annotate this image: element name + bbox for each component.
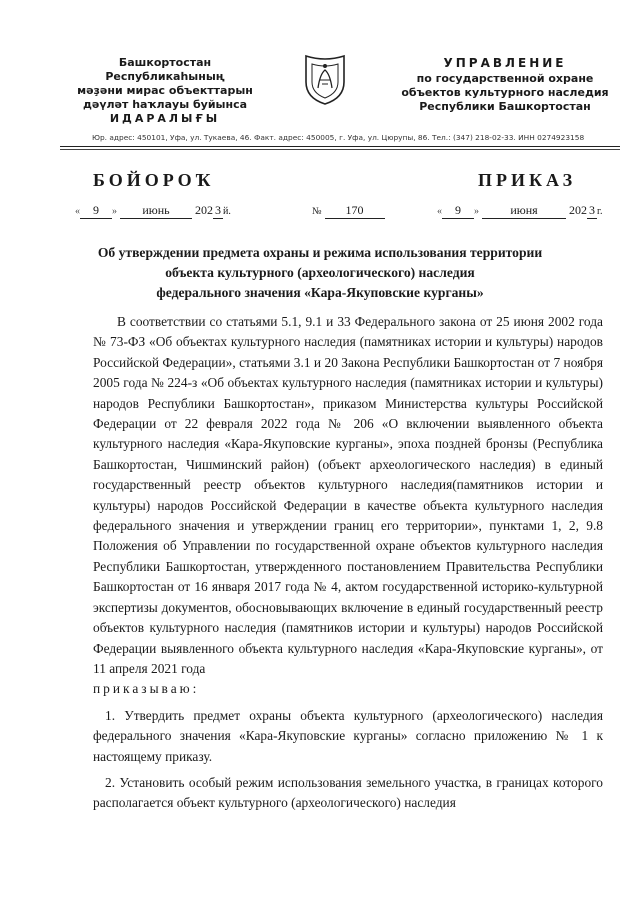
date-left-year-prefix: 202 — [195, 203, 213, 217]
header-right-line-3: Республики Башкортостан — [419, 100, 591, 113]
order-number-value: 170 — [325, 203, 385, 219]
order-number — [312, 203, 385, 219]
document-title — [60, 243, 580, 303]
date-left-suffix: й. — [223, 206, 231, 217]
date-right-year-digit: 3 — [589, 203, 595, 217]
date-left-month: июнь — [120, 203, 192, 219]
date-right-month: июня — [482, 203, 566, 219]
header-divider — [60, 146, 620, 147]
body-item-2: 2. Установить особый режим использования земельного участка, в границах которого располагается объект культурного (археологического) наследия — [93, 774, 603, 811]
header-divider-thin — [60, 149, 620, 150]
document-body — [93, 312, 603, 814]
body-paragraph-1: В соответствии со статьями 5.1, 9.1 и 33 Федерального закона от 25 июня 2002 года № 73-ФЗ «Об объектах культурного наследия (памятниках истории и культуры) народов Российской Федерации», статьями 3.1 и 20 Закона Республики Башкортостан от 7 ноября 2005 года № 224-з «Об объектах культурного наследия (памятниках истории и культуры) народов Республики Башкортостан», приказом Министерства культуры Российской Федерации от 22 февраля 2022 года № 206 «О включении выявленного объекта культурного наследия «Кара-Якуповские курганы», эпоха поздней бронзы (Республика Башкортостан, Чишминский район) (объект археологического наследия) в единый государственный реестр объектов культурного наследия(памятников истории и культуры) народов Российской Федерации в качестве объекта культурного наследия федерального значения и утверждении границ его территории», пунктами 1, 2, 9.8 Положения об Управлении по государственной охране объектов культурного наследия Республики Башкортостан, утвержденного постановлением Правительства Республики Башкортостан от 16 января 2017 года № 4, актом государственной историко-культурной экспертизы документов, обосновывающих включение в единый государственный реестр объектов культурного наследия (памятников истории и культуры) народов Российской Федерации выявленного объекта культурного наследия «Кара-Якуповские курганы», от 11 апреля 2021 года — [93, 314, 603, 676]
title-line-3: федерального значения «Кара-Якуповские курганы» — [156, 285, 484, 300]
header-right-line-2: объектов культурного наследия — [401, 86, 609, 99]
date-right-day: 9 — [442, 203, 474, 219]
number-sign: № — [312, 206, 322, 217]
header-left-line-1: Башкортостан Республикаһының — [105, 56, 225, 83]
header-right-line-1: по государственной охране — [416, 72, 594, 85]
header-left-line-4: ИДАРАЛЫҒЫ — [109, 112, 221, 125]
date-left-year-digit: 3 — [215, 203, 221, 217]
decree-word-bashkir: БОЙОРОҠ — [93, 170, 215, 190]
order-word: приказываю: — [93, 681, 200, 697]
emblem-icon — [300, 52, 350, 106]
date-right-suffix: г. — [597, 206, 603, 217]
header-right-russian — [400, 56, 610, 114]
date-right-year-prefix: 202 — [569, 203, 587, 217]
title-line-2: объекта культурного (археологического) наследия — [165, 265, 475, 280]
header-left-line-2: мәҙәни мирас объекттарын — [77, 84, 253, 97]
header-left-bashkir — [60, 56, 270, 126]
title-line-1: Об утверждении предмета охраны и режима использования территории — [97, 245, 543, 260]
date-right: « 9 » июня 202 3 г. — [437, 203, 603, 217]
address-line: Юр. адрес: 450101, Уфа, ул. Тукаева, 46. Факт. адрес: 450005, г. Уфа, ул. Цюрупы, 86. Тел.: (347) 218-02-33. ИНН 0274923158 — [92, 133, 585, 142]
decree-word-russian: ПРИКАЗ — [478, 170, 577, 190]
date-left: « 9 » июнь 202 3 й. — [75, 203, 231, 217]
date-left-day: 9 — [80, 203, 112, 219]
header-left-line-3: дәүләт һаҡлауы буйынса — [82, 98, 248, 111]
body-item-1: 1. Утвердить предмет охраны объекта культурного (археологического) наследия федерального значения «Кара-Якуповские курганы» согласно приложению № 1 к настоящему приказу. — [93, 707, 603, 764]
header-right-title: УПРАВЛЕНИЕ — [443, 56, 567, 70]
